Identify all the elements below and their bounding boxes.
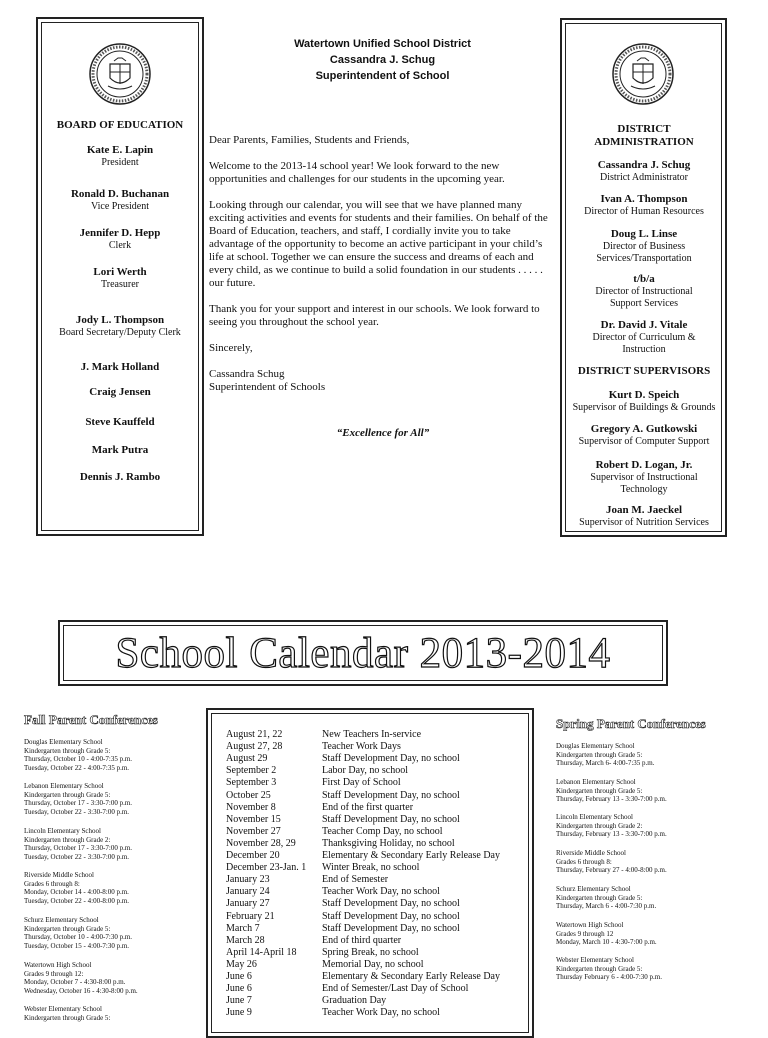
signature-title: Superintendent of Schools xyxy=(209,381,326,393)
calendar-date: February 21 xyxy=(226,910,275,922)
board-member: Jennifer D. Hepp Clerk xyxy=(79,227,161,251)
board-member: J. Mark Holland xyxy=(80,361,160,373)
letter-closing: Sincerely, xyxy=(209,342,253,354)
calendar-event: End of Semester/Last Day of School xyxy=(322,983,469,995)
letter-greeting: Dear Parents, Families, Students and Friends, xyxy=(209,134,410,146)
admin-person: Doug L. Linse Director of Business Services/Transportation xyxy=(596,228,692,264)
board-member: Steve Kauffeld xyxy=(85,416,155,428)
fall-school-entry: Lebanon Elementary School Kindergarten through Grade 5: Thursday, October 17 - 3:30-7:00 p.m. Tuesday, October 22 - 3:30-7:00 p.m. xyxy=(24,782,133,816)
calendar-date: January 23 xyxy=(226,874,270,886)
calendar-event: Thanksgiving Holiday, no school xyxy=(322,837,455,849)
calendar-date: June 9 xyxy=(226,1007,252,1019)
district-seal-right xyxy=(611,42,675,106)
spring-school-entry: Schurz Elementary School Kindergarten through Grade 5: Thursday, March 6 - 4:00-7:30 p.m. xyxy=(556,885,657,910)
calendar-date: June 6 xyxy=(226,971,252,982)
supervisor-person: Gregory A. Gutkowski Supervisor of Computer Support xyxy=(578,423,710,447)
calendar-event: End of Semester xyxy=(322,874,389,886)
fall-school-entry: Riverside Middle School Grades 6 through 8: Monday, October 14 - 4:00-8:00 p.m. Tuesday, October 22 - 4:00-8:00 p.m. xyxy=(24,871,130,905)
calendar-date: November 8 xyxy=(226,801,276,813)
district-motto: “Excellence for All” xyxy=(336,427,430,439)
spring-school-entry: Riverside Middle School Grades 6 through 8: Thursday, February 27 - 4:00-8:00 p.m. xyxy=(556,849,667,874)
letter-paragraph: Thank you for your support and interest in our schools. We look forward to seeing you throughout the school year. xyxy=(209,303,540,328)
superintendent-title: Superintendent of School xyxy=(315,70,450,82)
admin-person: Ivan A. Thompson Director of Human Resources xyxy=(584,193,704,217)
calendar-event: Teacher Work Days xyxy=(322,741,401,753)
district-name: Watertown Unified School District xyxy=(294,38,471,50)
calendar-title: School Calendar 2013-2014 xyxy=(115,630,611,677)
calendar-event: Teacher Work Day, no school xyxy=(322,886,440,898)
calendar-date: January 27 xyxy=(226,898,270,910)
calendar-event: Staff Development Day, no school xyxy=(322,898,460,910)
fall-school-entry: Douglas Elementary School Kindergarten through Grade 5: Thursday, October 10 - 4:00-7:35 p.m. Tuesday, October 22 - 4:00-7:35 p.m. xyxy=(24,738,133,772)
calendar-date: August 27, 28 xyxy=(226,741,283,753)
supervisor-person: Joan M. Jaeckel Supervisor of Nutrition Services xyxy=(579,504,709,528)
district-seal-left xyxy=(88,42,152,106)
fall-school-entry: Watertown High School Grades 9 through 12: Monday, October 7 - 4:30-8:00 p.m. Wednesday, October 16 - 4:30-8:00 p.m. xyxy=(24,961,138,995)
spring-school-entry: Webster Elementary School Kindergarten through Grade 5: Thursday February 6 - 4:00-7:30 p.m. xyxy=(556,956,662,981)
calendar-banner xyxy=(58,620,668,686)
letter-paragraph: Looking through our calendar, you will see that we have planned many exciting activities and events for students and their families. On behalf of the Board of Education, teachers, and staff, I cordially invite you to take advantage of the opportunity to become an active participant in your child’s life at school. Together we can ensure the success and dreams of each and every child, as we continue to build a solid foundation in our students . . . . . our future. xyxy=(209,199,548,289)
spring-conferences-title: Spring Parent Conferences xyxy=(556,716,706,731)
fall-school-entry: Schurz Elementary School Kindergarten through Grade 5: Thursday, October 10 - 4:00-7:30 p.m. Tuesday, October 15 - 4:00-7:30 p.m. xyxy=(24,916,133,950)
calendar-event: Memorial Day, no school xyxy=(322,958,424,970)
calendar-event: Staff Development Day, no school xyxy=(322,922,460,934)
board-member: Ronald D. Buchanan Vice President xyxy=(70,188,170,212)
welcome-letter xyxy=(209,134,557,394)
calendar-date: September 3 xyxy=(226,777,277,789)
calendar-date: March 7 xyxy=(226,922,260,934)
spring-school-entry: Douglas Elementary School Kindergarten through Grade 5: Thursday, March 6- 4:00-7:35 p.m. xyxy=(556,742,655,767)
calendar-event: Staff Development Day, no school xyxy=(322,813,460,825)
fall-school-entry: Lincoln Elementary School Kindergarten through Grade 2: Thursday, October 17 - 3:30-7:00 p.m. Tuesday, October 22 - 3:30-7:00 p.m. xyxy=(24,827,133,861)
calendar-date: October 25 xyxy=(226,789,271,801)
supervisors-title: DISTRICT SUPERVISORS xyxy=(577,365,711,377)
letter-paragraph: Welcome to the 2013-14 school year! We look forward to the new opportunities and challenges for our students in the upcoming year. xyxy=(209,160,505,185)
superintendent-name: Cassandra J. Schug xyxy=(329,54,436,66)
supervisor-person: Kurt D. Speich Supervisor of Buildings & Grounds xyxy=(572,389,716,413)
calendar-event: Teacher Work Day, no school xyxy=(322,1007,440,1019)
calendar-date: November 15 xyxy=(226,813,281,825)
spring-school-entry: Lincoln Elementary School Kindergarten through Grade 2: Thursday, February 13 - 3:30-7:00 p.m. xyxy=(556,813,667,838)
board-member: Jody L. Thompson Board Secretary/Deputy Clerk xyxy=(59,314,181,338)
calendar-date: December 20 xyxy=(226,850,280,861)
calendar-date: June 6 xyxy=(226,983,252,995)
board-member: Dennis J. Rambo xyxy=(79,471,161,483)
calendar-event: End of the first quarter xyxy=(322,801,414,813)
calendar-event: Elementary & Secondary Early Release Day xyxy=(322,971,500,982)
calendar-date: November 28, 29 xyxy=(226,837,296,849)
calendar-event: Spring Break, no school xyxy=(322,946,419,958)
calendar-event: Graduation Day xyxy=(322,995,387,1007)
calendar-date: November 27 xyxy=(226,825,281,837)
board-member: Craig Jensen xyxy=(89,386,151,398)
board-title: BOARD OF EDUCATION xyxy=(56,119,184,131)
calendar-date: January 24 xyxy=(226,886,270,898)
calendar-date: August 29 xyxy=(226,753,268,765)
calendar-date: June 7 xyxy=(226,995,252,1007)
calendar-date: December 23-Jan. 1 xyxy=(226,862,307,874)
admin-title: DISTRICT ADMINISTRATION xyxy=(594,123,694,148)
fall-conferences-title: Fall Parent Conferences xyxy=(24,712,158,727)
admin-person: t/b/a Director of Instructional Support Services xyxy=(595,273,693,309)
board-member: Kate E. Lapin President xyxy=(86,144,154,168)
supervisor-person: Robert D. Logan, Jr. Supervisor of Instructional Technology xyxy=(590,459,698,495)
calendar-date: May 26 xyxy=(226,958,257,970)
calendar-event: Winter Break, no school xyxy=(322,862,420,874)
calendar-event: Staff Development Day, no school xyxy=(322,753,460,765)
spring-school-entry: Lebanon Elementary School Kindergarten through Grade 5: Thursday, February 13 - 3:30-7:00 p.m. xyxy=(556,778,667,803)
calendar-date: April 14-April 18 xyxy=(226,946,297,958)
calendar-event: New Teachers In-service xyxy=(322,729,422,740)
calendar-date: August 21, 22 xyxy=(226,729,283,740)
admin-person: Cassandra J. Schug District Administrator xyxy=(597,159,691,183)
board-member: Lori Werth Treasurer xyxy=(93,266,147,290)
calendar-event: First Day of School xyxy=(322,777,401,789)
fall-school-entry: Webster Elementary School Kindergarten through Grade 5: xyxy=(24,1005,111,1022)
admin-person: Dr. David J. Vitale Director of Curriculum & Instruction xyxy=(592,319,696,355)
calendar-event: End of third quarter xyxy=(322,934,402,946)
calendar-date: September 2 xyxy=(226,765,277,777)
signature-name: Cassandra Schug xyxy=(209,368,285,380)
calendar-date: March 28 xyxy=(226,934,265,946)
calendar-event: Teacher Comp Day, no school xyxy=(322,825,443,837)
calendar-event: Staff Development Day, no school xyxy=(322,789,460,801)
spring-school-entry: Watertown High School Grades 9 through 12 Monday, March 10 - 4:30-7:00 p.m. xyxy=(556,921,657,946)
calendar-event: Staff Development Day, no school xyxy=(322,910,460,922)
calendar-event: Elementary & Secondary Early Release Day xyxy=(322,850,500,861)
calendar-event: Labor Day, no school xyxy=(322,765,408,777)
letterhead xyxy=(210,36,555,84)
board-member: Mark Putra xyxy=(91,444,149,456)
